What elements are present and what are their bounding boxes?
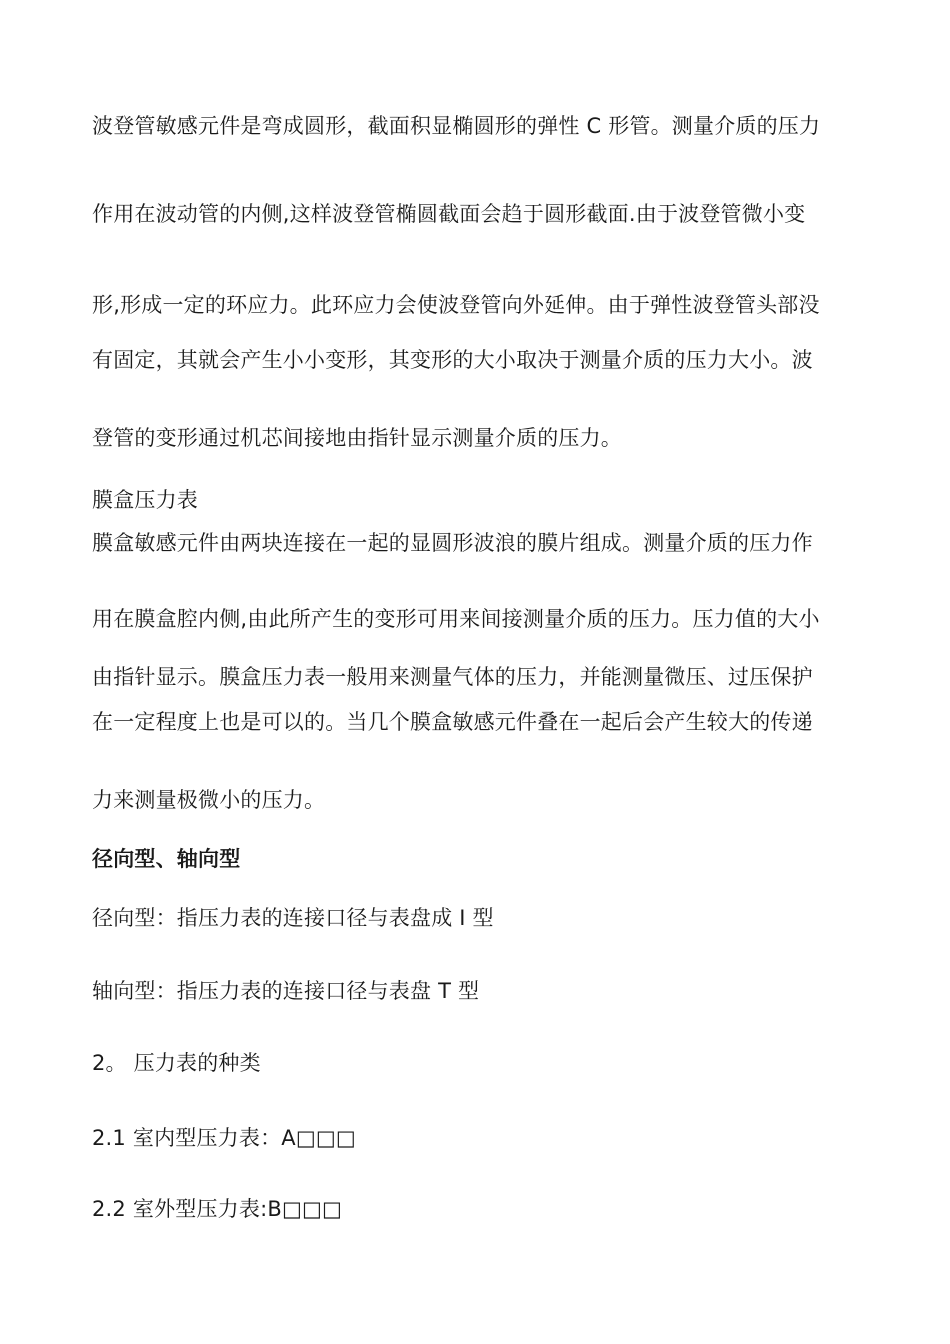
paragraph-1-line-1: 波登管敏感元件是弯成圆形，截面积显椭圆形的弹性 C 形管。测量介质的压力 xyxy=(92,114,821,138)
section-2-2-heading: 2.2 室外型压力表:B□□□ xyxy=(92,1197,343,1221)
section-2-1-heading: 2.1 室内型压力表：A□□□ xyxy=(92,1126,356,1150)
section-2-heading: 2。 压力表的种类 xyxy=(92,1051,261,1075)
paragraph-1-line-5: 登管的变形通过机芯间接地由指针显示测量介质的压力。 xyxy=(92,426,622,450)
paragraph-2-line-1: 膜盒敏感元件由两块连接在一起的显圆形波浪的膜片组成。测量介质的压力作 xyxy=(92,531,813,555)
paragraph-1-line-3: 形,形成一定的环应力。此环应力会使波登管向外延伸。由于弹性波登管头部没 xyxy=(92,293,820,317)
heading-diaphragm-gauge: 膜盒压力表 xyxy=(92,488,198,512)
paragraph-1-line-4: 有固定，其就会产生小小变形，其变形的大小取决于测量介质的压力大小。波 xyxy=(92,348,813,372)
paragraph-2-line-4: 在一定程度上也是可以的。当几个膜盒敏感元件叠在一起后会产生较大的传递 xyxy=(92,710,813,734)
paragraph-2-line-2: 用在膜盒腔内侧,由此所产生的变形可用来间接测量介质的压力。压力值的大小 xyxy=(92,607,820,631)
paragraph-2-line-3: 由指针显示。膜盒压力表一般用来测量气体的压力，并能测量微压、过压保护 xyxy=(92,665,813,689)
paragraph-2-line-5: 力来测量极微小的压力。 xyxy=(92,788,326,812)
radial-type-definition: 径向型：指压力表的连接口径与表盘成 I 型 xyxy=(92,906,494,930)
heading-radial-axial: 径向型、轴向型 xyxy=(92,847,241,871)
paragraph-1-line-2: 作用在波动管的内侧,这样波登管椭圆截面会趋于圆形截面.由于波登管微小变 xyxy=(92,202,806,226)
axial-type-definition: 轴向型：指压力表的连接口径与表盘 T 型 xyxy=(92,979,480,1003)
